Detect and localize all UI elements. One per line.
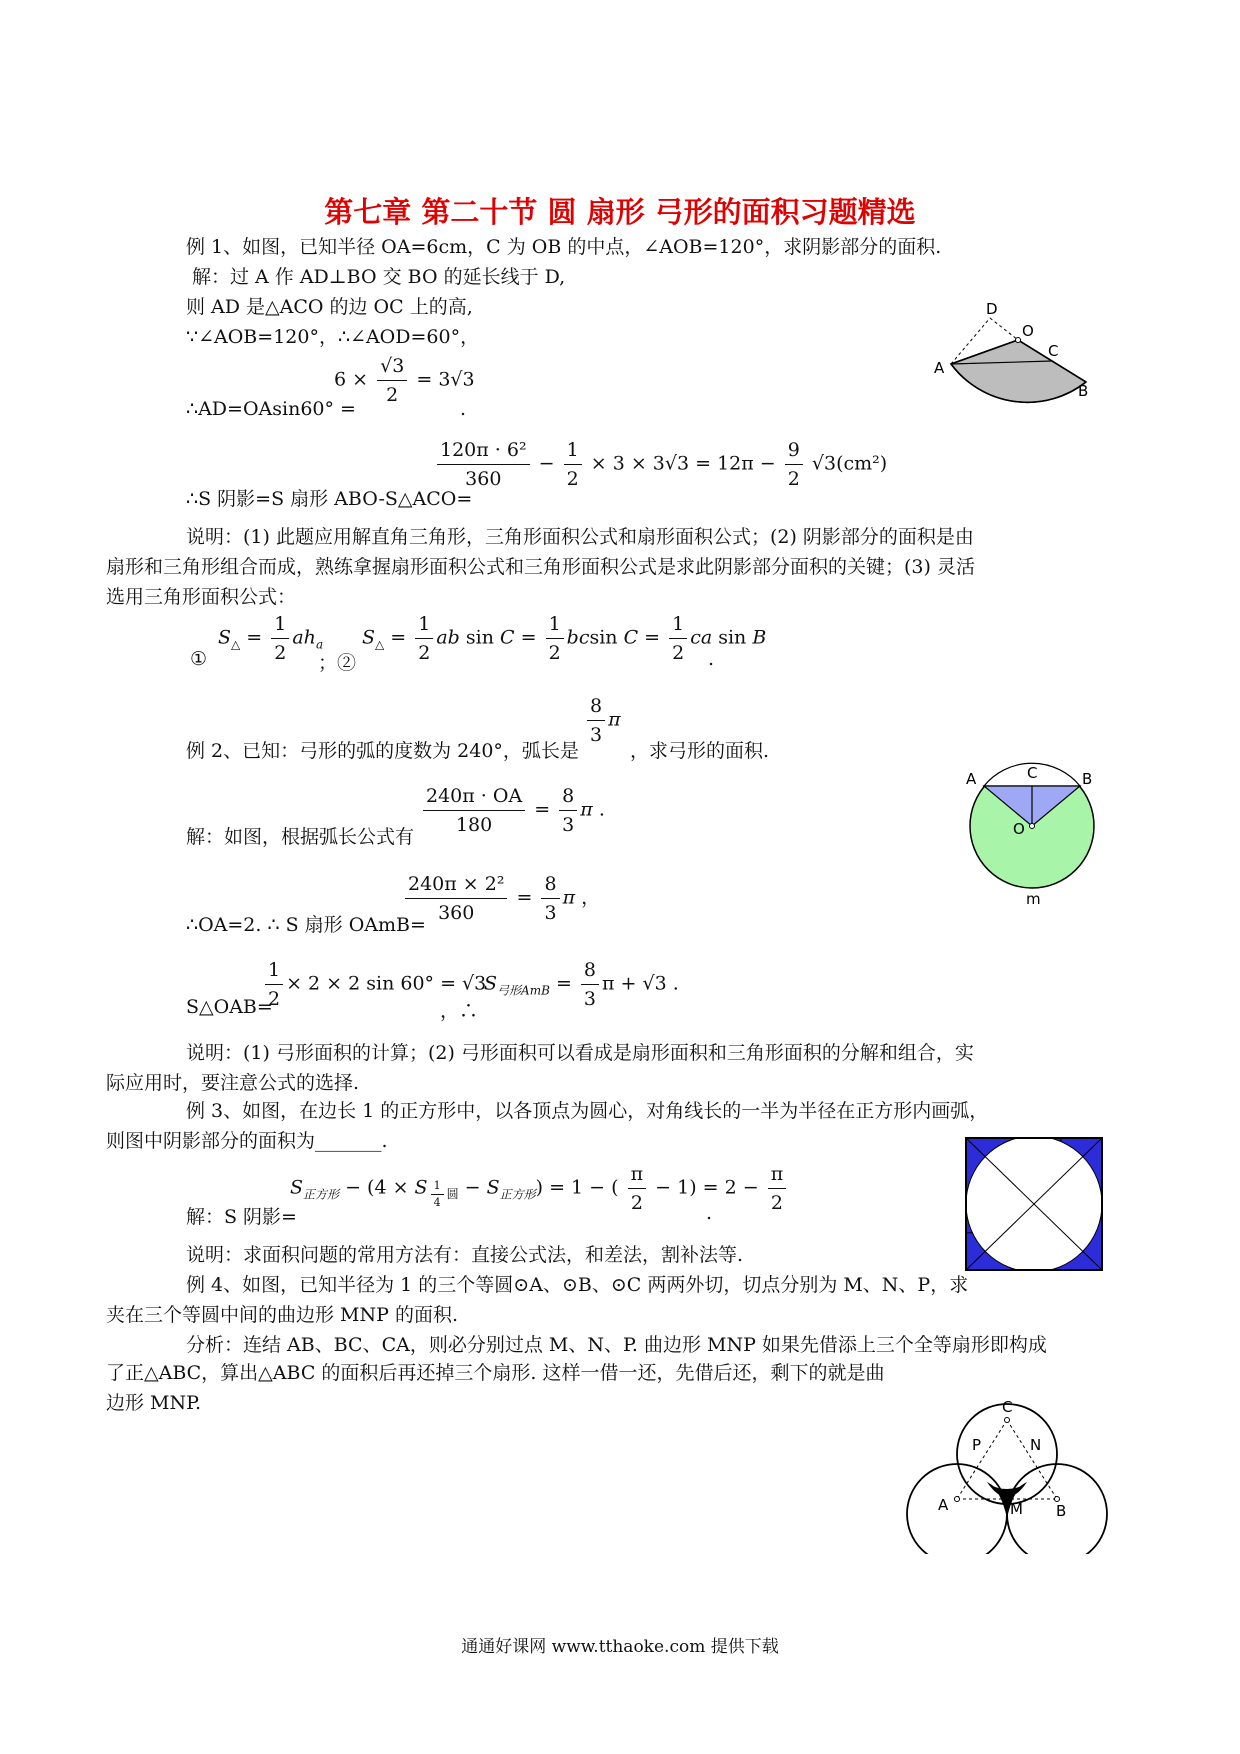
ex2-note-line2: 际应用时，要注意公式的选择. <box>106 1072 360 1094</box>
label-c: C <box>1002 1398 1013 1416</box>
label-b: B <box>1078 382 1089 400</box>
ex1-note-line1: 说明：(1) 此题应用解直角三角形，三角形面积公式和扇形面积公式；(2) 阴影部分的面积是由 <box>186 526 974 548</box>
label-c: C <box>1027 764 1038 782</box>
label-a: A <box>938 1496 949 1514</box>
ex1-ad-label: ∴AD=OAsin60° = <box>186 398 356 420</box>
formula-circle-2: ；② <box>318 652 357 674</box>
label-b: B <box>1082 770 1093 788</box>
ex2-problem-pre: 例 2、已知：弓形的弧的度数为 240°，弧长是 <box>186 740 579 762</box>
label-p: P <box>972 1436 982 1454</box>
ex4-analysis-line1: 分析：连结 AB、BC、CA，则必分别过点 M、N、P. 曲边形 MNP 如果先借添上三个全等扇形即构成 <box>186 1334 1047 1356</box>
ex1-problem: 例 1、如图，已知半径 OA=6cm，C 为 OB 的中点，∠AOB=120°，求阴影部分的面积. <box>186 236 942 258</box>
ex2-segment-figure <box>956 762 1104 910</box>
ex4-three-circles-figure <box>904 1394 1110 1554</box>
ex2-problem-post: ，求弓形的面积. <box>630 740 770 762</box>
ex1-ad-formula: 6 × $\frac{√3}{2}$ = 3√3 <box>334 355 475 406</box>
formula-circle-1: ① <box>190 648 208 670</box>
label-d: D <box>986 300 998 318</box>
ex2-arc-formula: $\frac{240\pi \cdot OA}{180}$ = $\frac{8}{3}$ π . <box>420 784 605 837</box>
ex2-triangle-formula: $\frac{1}{2}$ × 2 × 2 sin 60° = √3 <box>262 958 486 1011</box>
label-o: O <box>1022 322 1034 340</box>
page-footer: 通通好课网 www.tthaoke.com 提供下载 <box>461 1637 779 1657</box>
ex3-problem-line1: 例 3、如图，在边长 1 的正方形中，以各顶点为圆心，对角线长的一半为半径在正方形内画弧， <box>186 1100 989 1122</box>
ex1-solution-line1: 解：过 A 作 AD⊥BO 交 BO 的延长线于 D, <box>192 266 566 288</box>
label-b: B <box>1056 1502 1067 1520</box>
ex1-solution-line2: 则 AD 是△ACO 的边 OC 上的高, <box>186 296 473 318</box>
ex1-area-formula: $\frac{\text{120π · 6²}}{360}$ − $\frac{1}{2}$ × 3 × 3√3 = 12π − $\frac{9}{2}$ √3(cm²) <box>434 438 887 491</box>
ex4-problem-line1: 例 4、如图，已知半径为 1 的三个等圆⊙A、⊙B、⊙C 两两外切，切点分别为 M、N、P，求 <box>186 1274 969 1296</box>
label-o: O <box>1013 820 1025 838</box>
label-a: A <box>934 359 945 377</box>
ex2-oa-label: ∴OA=2. ∴ S 扇形 OAmB= <box>186 914 426 936</box>
formula-dot: . <box>708 648 715 670</box>
label-n: N <box>1030 1436 1042 1454</box>
ex1-solution-line3: ∵∠AOB=120°，∴∠AOD=60°， <box>186 326 480 348</box>
ex2-solution-label: 解：如图，根据弧长公式有 <box>186 826 415 848</box>
ex2-triangle-label: S△OAB= <box>186 996 273 1018</box>
label-c: C <box>1048 342 1059 360</box>
triangle-area-formula-1: $S_\triangle$ = $\frac{1}{2}$ $ah_a$ <box>218 613 324 664</box>
ex3-solution-label: 解：S 阴影= <box>186 1206 297 1228</box>
ex1-area-label: ∴S 阴影=S 扇形 ABO-S△ACO= <box>186 488 473 510</box>
ex1-sector-figure <box>926 296 1096 416</box>
triangle-area-formula-2: $S_\triangle$ = $\frac{1}{2}$ ab sin C = $\frac{1}{2}$ bcsin C = $\frac{1}{2}$ ca sin B <box>362 613 767 664</box>
ex1-note-line3: 选用三角形面积公式： <box>106 586 297 608</box>
ex1-note-line2: 扇形和三角形组合而成，熟练拿握扇形面积公式和三角形面积公式是求此阴影部分面积的关键；(3) 灵活 <box>106 556 975 578</box>
point-o <box>1016 338 1021 343</box>
label-m: m <box>1026 890 1041 908</box>
ex3-solution-dot: . <box>706 1202 713 1224</box>
ex2-arc-length: $\frac{8}{3}$ π <box>584 694 621 747</box>
circle-a <box>907 1464 1007 1554</box>
ex1-ad-dot: . <box>460 398 467 420</box>
ex2-therefore: ，∴ <box>440 1000 479 1022</box>
page-title: 第七章 第二十节 圆 扇形 弓形的面积习题精选 <box>324 195 916 229</box>
label-a: A <box>966 770 977 788</box>
ex3-note: 说明：求面积问题的常用方法有：直接公式法，和差法，割补法等. <box>186 1244 744 1266</box>
ex4-analysis-line2: 了正△ABC，算出△ABC 的面积后再还掉三个扇形. 这样一借一还，先借后还，剩下的就是曲 <box>106 1362 885 1384</box>
ex3-solution-formula: $S_{正方形} - (4 \times S$ $_{\frac{1}{4} 圆} - S_{正方形}) = 1$ − ( $\frac{\pi}{2}$ − 1) = 2 − $\frac{\pi}{2}$ <box>290 1162 789 1215</box>
ex4-analysis-line3: 边形 MNP. <box>106 1392 202 1414</box>
ex4-problem-line2: 夹在三个等圆中间的曲边形 MNP 的面积. <box>106 1304 458 1326</box>
ex2-segment-formula: $S_{弓形AmB}$ = $\frac{8}{3}$ π + √3 . <box>484 959 679 1010</box>
ex2-sector-formula: $\frac{\text{240π × 2²}}{360}$ = $\frac{8}{3}$ π ， <box>402 872 600 925</box>
point-o <box>1030 824 1035 829</box>
ex2-note-line1: 说明：(1) 弓形面积的计算；(2) 弓形面积可以看成是扇形面积和三角形面积的分解和组合，实 <box>186 1042 974 1064</box>
label-m: M <box>1010 1500 1023 1518</box>
ex3-square-figure <box>964 1136 1104 1272</box>
segment-do <box>990 318 1018 340</box>
ex3-problem-line2: 则图中阴影部分的面积为_______. <box>106 1130 388 1152</box>
shaded-region <box>951 340 1089 402</box>
